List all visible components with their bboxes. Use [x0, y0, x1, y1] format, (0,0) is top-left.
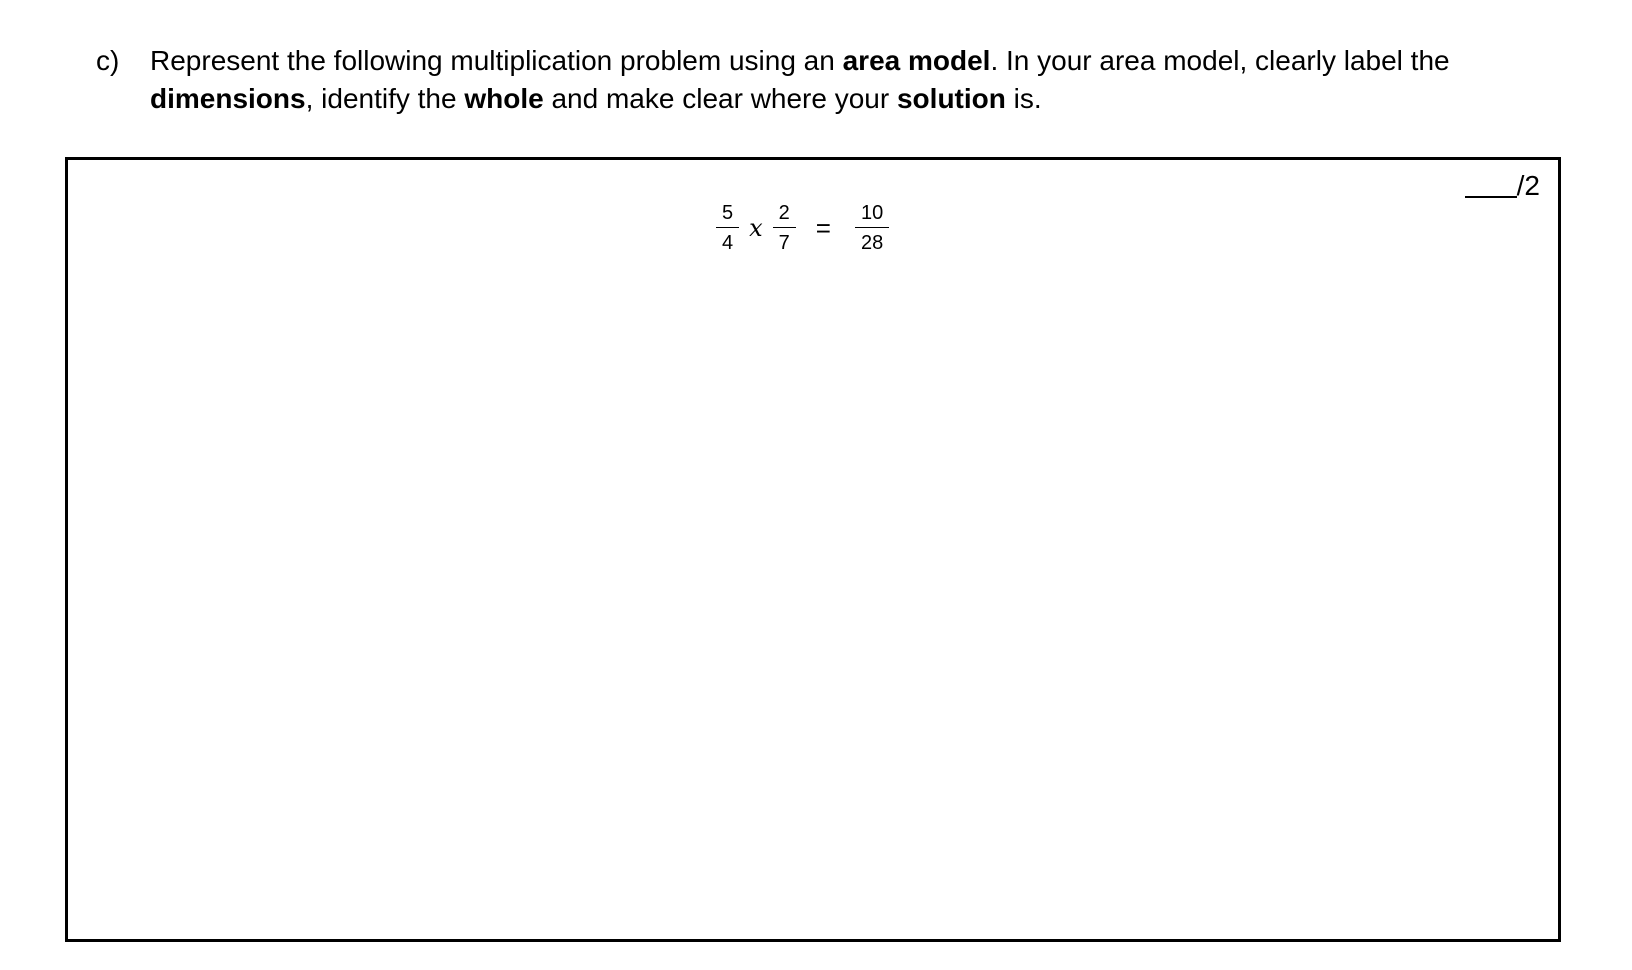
denominator: 28 [860, 232, 884, 254]
multiplication-equation [716, 202, 889, 254]
answer-box[interactable] [65, 157, 1561, 942]
bold-term-dimensions: dimensions [150, 83, 306, 114]
score-blank[interactable] [1465, 196, 1517, 198]
denominator: 4 [722, 232, 734, 254]
question-text-part: , identify the [305, 83, 465, 114]
question-text-part: is. [1005, 83, 1042, 114]
bold-term-solution: solution [896, 83, 1006, 114]
question-letter: c) [96, 45, 120, 76]
bold-term-area-model: area model [842, 45, 991, 76]
question-text-part: Represent the following multiplication problem using an [150, 45, 843, 76]
numerator: 2 [773, 202, 796, 228]
fraction-five-fourths [716, 202, 739, 254]
multiply-operator: x [749, 214, 763, 242]
numerator: 5 [716, 202, 739, 228]
question-text [150, 42, 1550, 118]
score-total: /2 [1516, 170, 1540, 201]
numerator: 10 [855, 202, 889, 228]
fraction-result [855, 202, 889, 254]
question-text-part: . In your area model, clearly label the [990, 45, 1450, 76]
fraction-two-sevenths [773, 202, 796, 254]
equals-sign: = [815, 212, 831, 243]
score-field [1465, 170, 1540, 202]
denominator: 7 [778, 232, 790, 254]
question-text-part: and make clear where your [543, 83, 897, 114]
bold-term-whole: whole [464, 83, 544, 114]
